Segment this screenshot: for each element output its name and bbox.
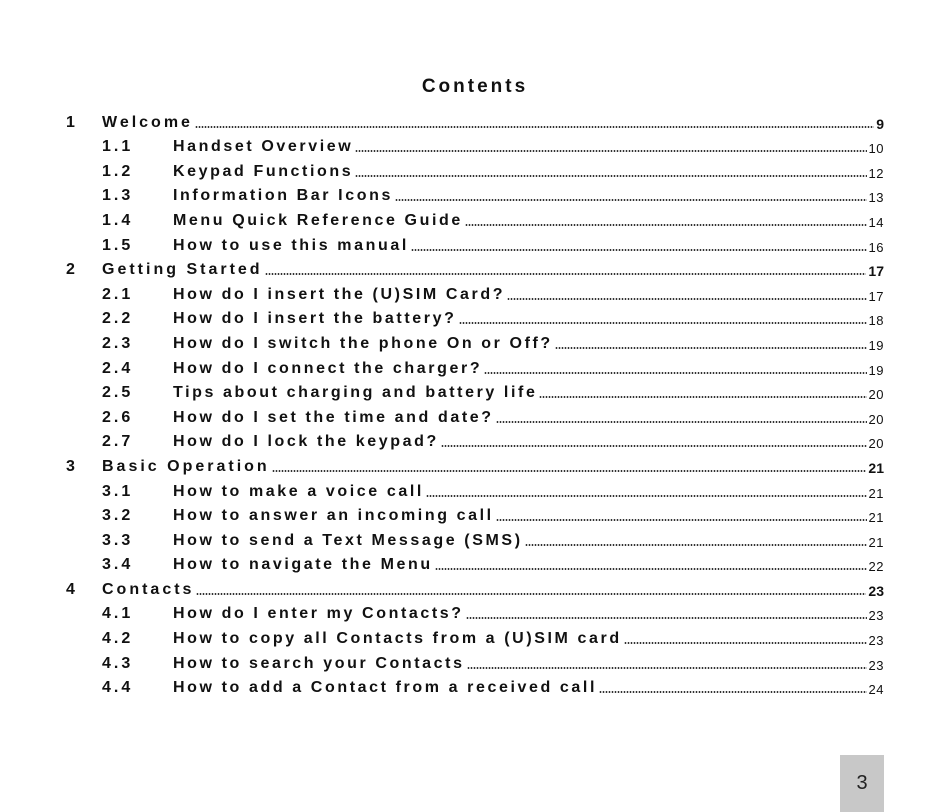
section-page: 20	[868, 411, 884, 427]
toc-section-3-2[interactable]	[66, 501, 884, 526]
toc-section-2-4[interactable]	[66, 353, 884, 378]
section-number: 3.4	[102, 556, 134, 574]
section-title: How to send a Text Message (SMS)	[173, 531, 523, 549]
section-page: 17	[868, 288, 884, 304]
section-number: 3.3	[102, 531, 134, 549]
section-title: How to search your Contacts	[173, 654, 465, 672]
section-page: 20	[868, 436, 884, 452]
dot-leader	[624, 642, 867, 644]
chapter-page: 23	[868, 582, 884, 599]
section-title: How do I lock the keypad?	[173, 433, 439, 451]
section-title: How to navigate the Menu	[173, 556, 433, 574]
section-page: 13	[868, 190, 884, 206]
section-number: 2.3	[102, 334, 134, 352]
chapter-number: 1	[66, 113, 75, 131]
section-title: How do I insert the battery?	[173, 310, 457, 328]
section-title: How do I connect the charger?	[173, 359, 483, 377]
section-title: Handset Overview	[173, 138, 354, 156]
section-page: 24	[868, 682, 884, 698]
section-number: 2.5	[102, 384, 134, 402]
section-page: 21	[868, 485, 884, 501]
chapter-page: 9	[876, 115, 884, 132]
section-title: How to add a Contact from a received call	[173, 679, 598, 697]
dot-leader	[395, 199, 867, 201]
toc-chapter-3[interactable]	[66, 451, 884, 476]
section-page: 10	[868, 141, 884, 157]
dot-leader	[411, 249, 867, 251]
chapter-title: Getting Started	[102, 261, 263, 279]
section-page: 19	[868, 337, 884, 353]
toc-section-3-4[interactable]	[66, 550, 884, 575]
page-number: 3	[856, 772, 868, 794]
dot-leader	[265, 273, 867, 275]
page-number-badge	[840, 755, 884, 812]
section-number: 2.1	[102, 285, 134, 303]
dot-leader	[466, 617, 867, 619]
toc-chapter-1[interactable]	[66, 107, 884, 132]
section-title: How do I enter my Contacts?	[173, 605, 464, 623]
section-title: How do I insert the (U)SIM Card?	[173, 285, 506, 303]
toc-section-4-1[interactable]	[66, 599, 884, 624]
section-title: How do I set the time and date?	[173, 408, 494, 426]
chapter-title: Basic Operation	[102, 457, 270, 475]
toc-section-2-7[interactable]	[66, 427, 884, 452]
section-page: 16	[868, 239, 884, 255]
section-page: 21	[868, 510, 884, 526]
section-number: 1.5	[102, 236, 134, 254]
dot-leader	[525, 544, 867, 546]
dot-leader	[355, 150, 866, 152]
dot-leader	[465, 224, 867, 226]
section-page: 23	[868, 633, 884, 649]
section-page: 22	[868, 559, 884, 575]
section-number: 2.4	[102, 359, 134, 377]
toc-chapter-2[interactable]	[66, 255, 884, 280]
chapter-title: Contacts	[102, 580, 195, 598]
section-number: 4.3	[102, 654, 134, 672]
dot-leader	[272, 470, 867, 472]
dot-leader	[196, 593, 866, 595]
section-page: 23	[868, 608, 884, 624]
toc-section-2-3[interactable]	[66, 328, 884, 353]
section-number: 3.2	[102, 507, 134, 525]
section-title: Keypad Functions	[173, 162, 354, 180]
chapter-page: 21	[868, 459, 884, 476]
table-of-contents	[66, 107, 884, 697]
dot-leader	[599, 691, 867, 693]
section-title: How do I switch the phone On or Off?	[173, 334, 553, 352]
section-page: 18	[868, 313, 884, 329]
toc-chapter-4[interactable]	[66, 574, 884, 599]
section-page: 20	[868, 387, 884, 403]
section-title: How to answer an incoming call	[173, 507, 494, 525]
chapter-number: 4	[66, 580, 75, 598]
section-page: 23	[868, 657, 884, 673]
toc-section-4-2[interactable]	[66, 623, 884, 648]
page-title: Contents	[421, 76, 529, 97]
section-title: Menu Quick Reference Guide	[173, 211, 463, 229]
section-number: 1.3	[102, 187, 134, 205]
toc-section-4-3[interactable]	[66, 648, 884, 673]
section-number: 2.6	[102, 408, 134, 426]
toc-section-4-4[interactable]	[66, 673, 884, 698]
dot-leader	[555, 347, 867, 349]
section-number: 4.4	[102, 679, 134, 697]
section-page: 14	[868, 214, 884, 230]
toc-section-2-6[interactable]	[66, 402, 884, 427]
section-title: Information Bar Icons	[173, 187, 393, 205]
section-page: 21	[868, 534, 884, 550]
section-number: 1.2	[102, 162, 134, 180]
chapter-number: 2	[66, 261, 75, 279]
dot-leader	[539, 396, 866, 398]
toc-section-2-5[interactable]	[66, 378, 884, 403]
toc-section-1-2[interactable]	[66, 156, 884, 181]
section-number: 4.1	[102, 605, 134, 623]
section-page: 19	[868, 362, 884, 378]
dot-leader	[507, 298, 866, 300]
section-number: 1.4	[102, 211, 134, 229]
toc-section-2-1[interactable]	[66, 279, 884, 304]
dot-leader	[484, 372, 866, 374]
toc-section-2-2[interactable]	[66, 304, 884, 329]
toc-section-1-1[interactable]	[66, 132, 884, 157]
dot-leader	[355, 175, 866, 177]
dot-leader	[195, 126, 874, 128]
toc-section-1-3[interactable]	[66, 181, 884, 206]
toc-section-3-1[interactable]	[66, 476, 884, 501]
section-title: How to use this manual	[173, 236, 409, 254]
section-number: 4.2	[102, 630, 134, 648]
toc-section-1-4[interactable]	[66, 205, 884, 230]
dot-leader	[435, 568, 867, 570]
toc-section-3-3[interactable]	[66, 525, 884, 550]
section-title: How to copy all Contacts from a (U)SIM card	[173, 630, 622, 648]
chapter-page: 17	[868, 263, 884, 280]
section-number: 1.1	[102, 138, 134, 156]
dot-leader	[441, 445, 867, 447]
section-number: 3.1	[102, 482, 134, 500]
dot-leader	[496, 421, 867, 423]
section-title: How to make a voice call	[173, 482, 424, 500]
dot-leader	[459, 322, 867, 324]
dot-leader	[467, 667, 867, 669]
dot-leader	[496, 519, 867, 521]
chapter-title: Welcome	[102, 113, 193, 131]
section-page: 12	[868, 165, 884, 181]
toc-section-1-5[interactable]	[66, 230, 884, 255]
dot-leader	[426, 495, 867, 497]
section-title: Tips about charging and battery life	[173, 384, 538, 402]
chapter-number: 3	[66, 457, 75, 475]
section-number: 2.7	[102, 433, 134, 451]
section-number: 2.2	[102, 310, 134, 328]
